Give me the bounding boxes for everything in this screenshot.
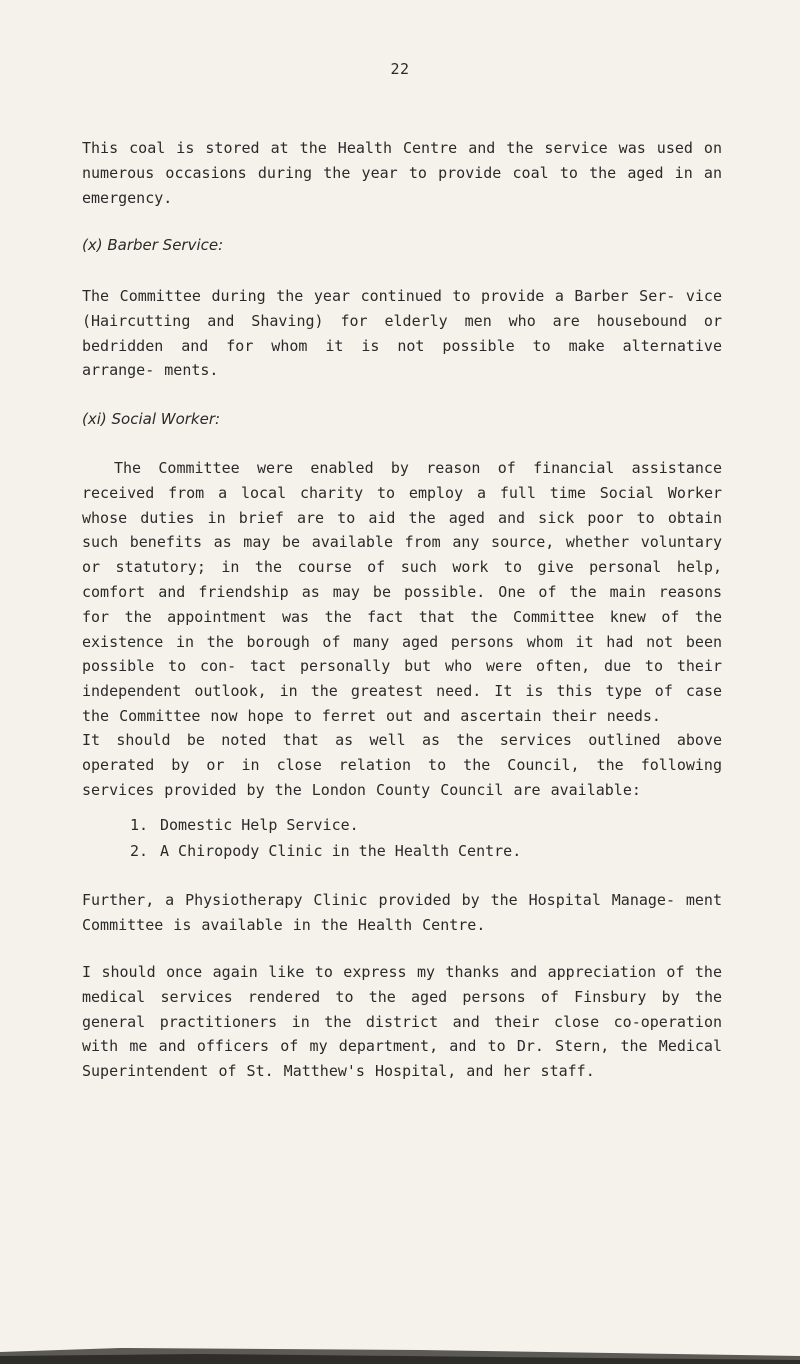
list-item <box>130 813 359 837</box>
scan-edge-shadow <box>0 1338 800 1364</box>
list-item <box>130 839 521 863</box>
coal-storage-paragraph: This coal is stored at the Health Centre and the service was used on numerous occasions during the year to provide coal to the aged in an emergency. <box>82 139 722 207</box>
thanks-paragraph: I should once again like to express my thanks and appreciation of the medical services rendered to the aged persons of Finsbury by the general practitioners in the district and their close co-operation with me and officers of my department, and to Dr. Stern, the Medical Superintendent of St. Matthew's Hospital, and her staff. <box>82 963 722 1081</box>
barber-service-heading: (x) Barber Service: <box>82 236 224 254</box>
list-item-number: 1. <box>130 816 149 834</box>
physiotherapy-paragraph: Further, a Physiotherapy Clinic provided by the Hospital Manage- ment Committee is available in the Health Centre. <box>82 891 722 934</box>
barber-service-paragraph: The Committee during the year continued to provide a Barber Ser- vice (Haircutting and Shaving) for elderly men who are housebound or bedridden and for whom it is not possible to make alternative arrange- ments. <box>82 287 722 380</box>
list-item-number: 2. <box>130 842 149 860</box>
list-item-text: A Chiropody Clinic in the Health Centre. <box>160 842 522 860</box>
page-number: 22 <box>390 60 410 78</box>
lcc-services-paragraph: It should be noted that as well as the services outlined above operated by or in close relation to the Council, the following services provided by the London County Council are available: <box>82 731 722 799</box>
list-item-text: Domestic Help Service. <box>160 816 359 834</box>
social-worker-heading: (xi) Social Worker: <box>82 410 221 428</box>
social-worker-paragraph: The Committee were enabled by reason of financial assistance received from a local charity to employ a full time Social Worker whose duties in brief are to aid the aged and sick poor to obtain such benefits as may be available from any source, whether voluntary or statutory; in the course of such work to give personal help, comfort and friendship as may be possible. One of the main reasons for the appointment was the fact that the Committee knew of the existence in the borough of many aged persons whom it had not been possible to con- tact personally but who were often, due to their independent outlook, in the greatest need. It is this type of case the Committee now hope to ferret out and ascertain their needs. <box>82 459 722 725</box>
